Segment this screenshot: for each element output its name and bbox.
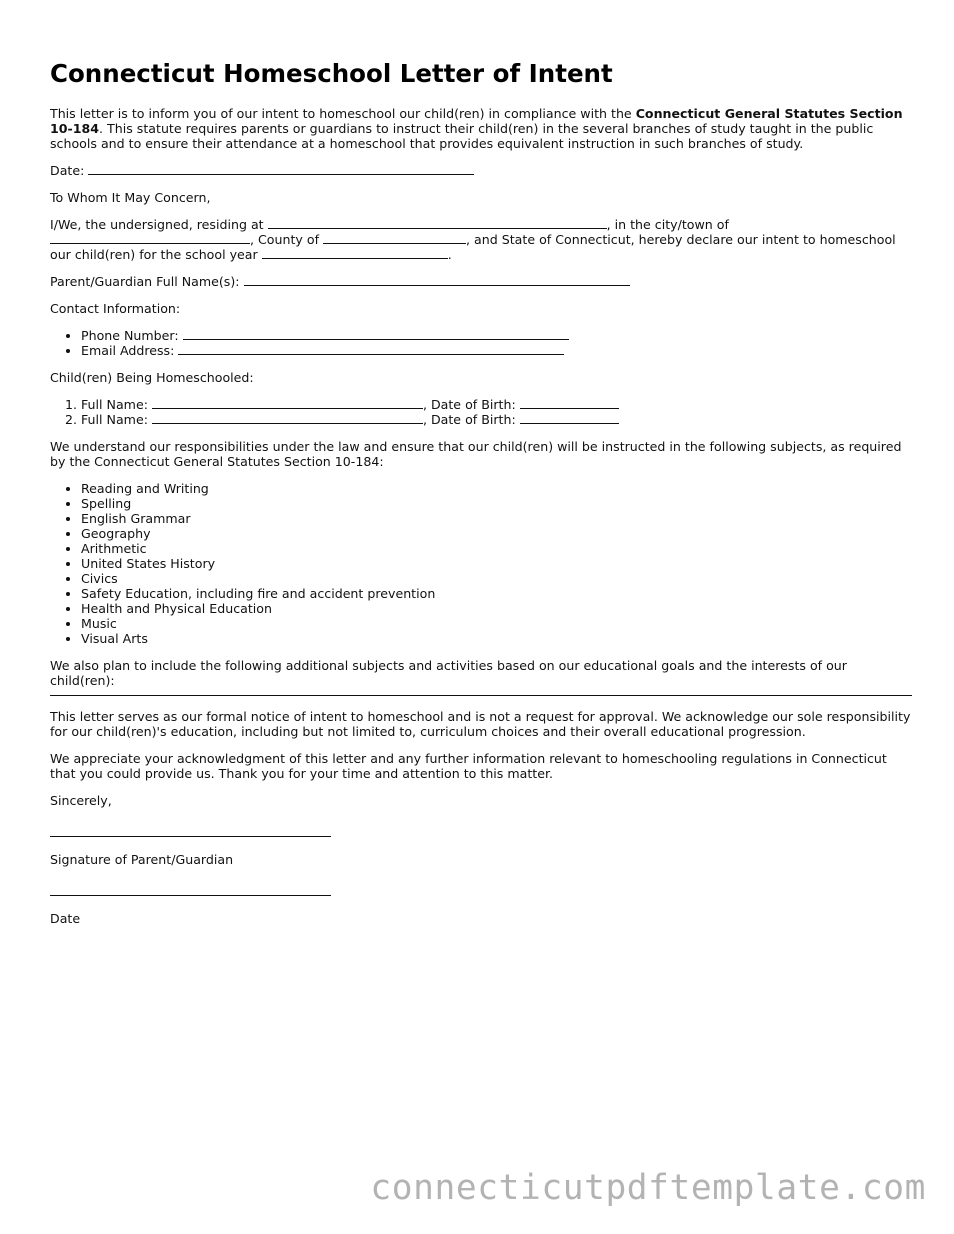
child-dob-label: , Date of Birth: xyxy=(422,412,516,427)
signature-date-label: Date xyxy=(50,911,81,926)
parent-name-line xyxy=(50,274,912,289)
additional-subjects-paragraph: We also plan to include the following additional subjects and activities based on our educational goals and the interests of our child(ren): xyxy=(50,658,847,688)
phone-label: Phone Number: xyxy=(81,328,179,343)
child-item xyxy=(81,412,912,427)
appreciation-paragraph: We appreciate your acknowledgment of this letter and any further information relevant to homeschooling regulations in Connecticut that you could provide us. Thank you for your time and attention to this matter. xyxy=(50,751,887,781)
city-town-field[interactable] xyxy=(50,232,250,244)
intro-text-before: This letter is to inform you of our intent to homeschool our child(ren) in compliance with the xyxy=(50,106,636,121)
school-year-field[interactable] xyxy=(262,247,448,259)
child-dob-field[interactable] xyxy=(520,397,619,409)
date-field[interactable] xyxy=(88,163,474,175)
subject-item: • Arithmetic xyxy=(81,541,912,556)
contact-email-item xyxy=(81,343,912,358)
child-dob-field[interactable] xyxy=(520,412,619,424)
child-name-field[interactable] xyxy=(152,412,423,424)
contact-heading: Contact Information: xyxy=(50,301,181,316)
page-title: Connecticut Homeschool Letter of Intent xyxy=(50,59,613,88)
contact-list xyxy=(50,328,912,358)
subject-item: • Visual Arts xyxy=(81,631,912,646)
salutation: To Whom It May Concern, xyxy=(50,190,211,205)
email-label: Email Address: xyxy=(81,343,175,358)
contact-phone-item xyxy=(81,328,912,343)
child-dob-label: , Date of Birth: xyxy=(422,397,516,412)
children-list xyxy=(50,397,912,427)
declaration-part-2: , in the city/town of xyxy=(606,217,729,232)
residence-address-field[interactable] xyxy=(268,217,607,229)
signature-date-field[interactable] xyxy=(50,895,331,896)
letter-page xyxy=(50,58,912,938)
parent-name-field[interactable] xyxy=(244,274,630,286)
declaration-part-5: . xyxy=(447,247,452,262)
additional-subjects-field[interactable] xyxy=(50,695,912,696)
notice-paragraph: This letter serves as our formal notice of intent to homeschool and is not a request for approval. We acknowledge our sole responsibility for our child(ren)'s education, including but not limited to, curriculum choices and their overall educational progression. xyxy=(50,709,911,739)
declaration-part-4: , and State of Connecticut, hereby declare our intent to homeschool our child(ren) for the school year xyxy=(50,232,896,262)
parent-name-label: Parent/Guardian Full Name(s): xyxy=(50,274,240,289)
signature-label: Signature of Parent/Guardian xyxy=(50,852,234,867)
child-name-label: Full Name: xyxy=(81,412,148,427)
declaration-part-1: I/We, the undersigned, residing at xyxy=(50,217,264,232)
subject-item: • Music xyxy=(81,616,912,631)
date-line xyxy=(50,163,912,178)
subjects-list xyxy=(50,481,912,646)
county-field[interactable] xyxy=(323,232,466,244)
phone-field[interactable] xyxy=(183,328,569,340)
children-heading: Child(ren) Being Homeschooled: xyxy=(50,370,254,385)
child-item xyxy=(81,397,912,412)
subject-item: • Geography xyxy=(81,526,912,541)
declaration-part-3: , County of xyxy=(250,232,320,247)
intro-paragraph xyxy=(50,106,912,151)
watermark: connecticutpdftemplate.com xyxy=(370,1168,926,1208)
date-label: Date: xyxy=(50,163,85,178)
declaration-paragraph xyxy=(50,217,912,262)
subject-item: • United States History xyxy=(81,556,912,571)
subject-item: • Safety Education, including fire and accident prevention xyxy=(81,586,912,601)
responsibilities-paragraph: We understand our responsibilities under the law and ensure that our child(ren) will be instructed in the following subjects, as required by the Connecticut General Statutes Section 10-184: xyxy=(50,439,902,469)
subject-item: • Spelling xyxy=(81,496,912,511)
intro-text-after: . This statute requires parents or guardians to instruct their child(ren) in the several branches of study taught in the public schools and to ensure their attendance at a homeschool that provides equivalent instruction in such branches of study. xyxy=(50,121,874,151)
subject-item: • English Grammar xyxy=(81,511,912,526)
signature-field[interactable] xyxy=(50,836,331,837)
subject-item: • Reading and Writing xyxy=(81,481,912,496)
intro-statute: Connecticut General Statutes Section 10-184 xyxy=(50,106,903,136)
subject-item: • Health and Physical Education xyxy=(81,601,912,616)
child-name-label: Full Name: xyxy=(81,397,148,412)
subject-item: • Civics xyxy=(81,571,912,586)
email-field[interactable] xyxy=(178,343,564,355)
closing: Sincerely, xyxy=(50,793,112,808)
child-name-field[interactable] xyxy=(152,397,423,409)
